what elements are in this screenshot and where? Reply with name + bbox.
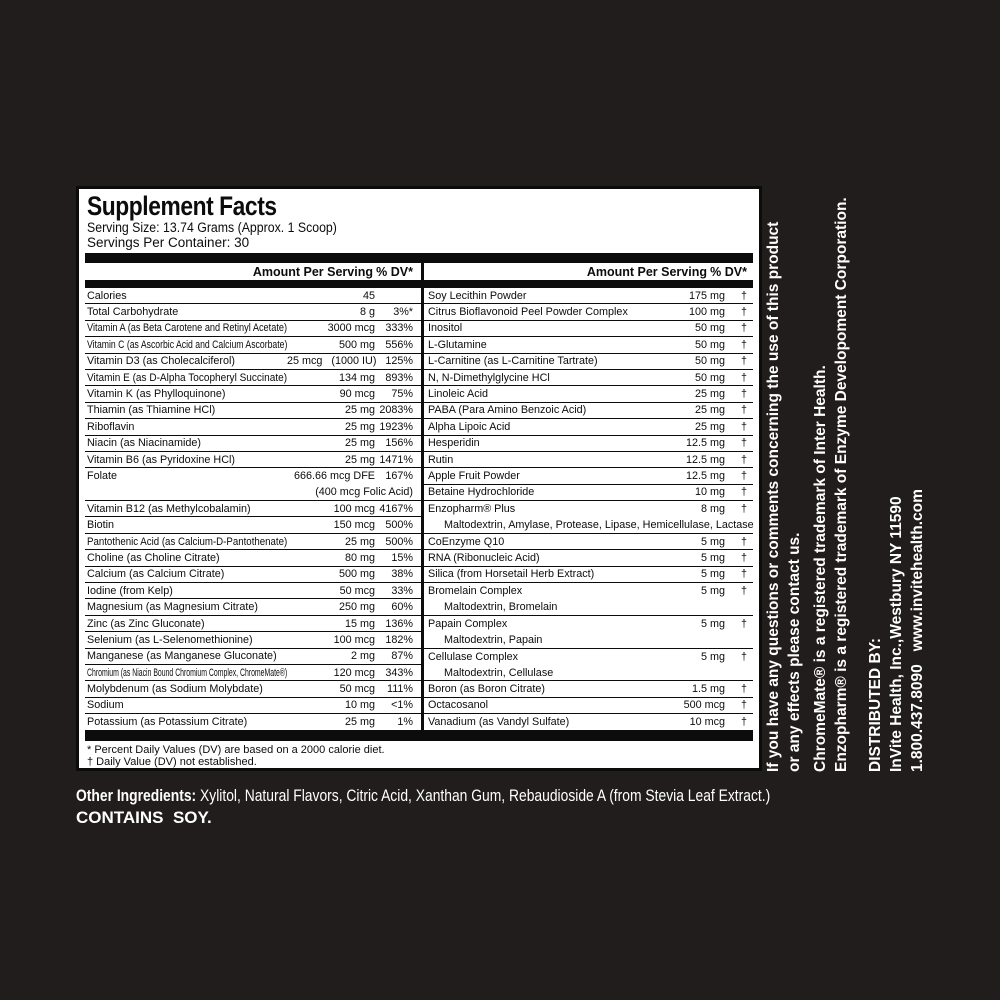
dv-header: % DV* [376, 264, 413, 279]
amount-cell: 12.5 mg [685, 453, 725, 466]
amount-cell: 100 mcg [333, 502, 375, 515]
daily-value-cell: 4167% [379, 502, 413, 515]
ingredient-name-text: Vitamin A (as Beta Carotene and Retinyl Acetate) [87, 322, 287, 335]
ingredient-name [428, 716, 635, 728]
ingredient-name [428, 470, 635, 482]
ingredient-name [428, 372, 635, 384]
amount-cell: 2 mg [350, 650, 375, 663]
table-row [85, 321, 421, 337]
amount-cell: 12.5 mg [685, 437, 725, 450]
table-row [424, 288, 753, 304]
table-row [85, 599, 421, 615]
amount-cell: 25 mg [344, 453, 375, 466]
amount-cell: 500 mcg [683, 699, 725, 712]
amount-cell: 25 mg [694, 404, 725, 417]
ingredient-name [87, 290, 287, 302]
ingredient-name [428, 618, 635, 630]
table-row [85, 567, 421, 583]
table-row [85, 665, 421, 681]
ingredient-name-text: Vitamin C (as Ascorbic Acid and Calcium Ascorbate) [87, 338, 287, 351]
ingredient-name [428, 421, 635, 433]
header-rule-bar [85, 253, 753, 263]
amount-cell: 134 mg [338, 371, 375, 384]
ingredient-name [87, 503, 287, 515]
other-ingredients-line [76, 786, 770, 806]
daily-value-cell: 556% [385, 338, 413, 351]
ingredient-name [87, 437, 287, 449]
ingredient-name [87, 306, 287, 318]
table-row [424, 419, 753, 435]
daily-value-cell: 3%* [393, 306, 413, 319]
dagger-cell: † [740, 355, 747, 368]
right-column [424, 263, 753, 731]
table-row [85, 468, 421, 501]
table-row [424, 337, 753, 353]
side-note-distributed-address: InVite Health, Inc.,Westbury NY 11590 [888, 496, 905, 772]
ingredient-name-text: Vitamin E (as D-Alpha Tocopheryl Succinate) [87, 371, 287, 384]
dagger-cell: † [740, 535, 747, 548]
ingredient-name-text: L-Glutamine [428, 338, 487, 351]
dagger-cell: † [740, 453, 747, 466]
ingredient-name-text: Inositol [428, 322, 463, 335]
dagger-cell: † [740, 618, 747, 630]
serving-size: Serving Size: 13.74 Grams (Approx. 1 Scoop) [87, 220, 337, 235]
table-row [424, 616, 753, 632]
ingredient-name-text: Calories [87, 289, 127, 302]
table-row [85, 354, 421, 370]
amount-cell: 500 mg [338, 338, 375, 351]
ingredient-name-text: Vitamin K (as Phylloquinone) [87, 388, 226, 401]
daily-value-cell: 33% [391, 584, 413, 597]
amount-cell: 5 mg [700, 585, 725, 598]
ingredient-name-text: Vanadium (as Vandyl Sulfate) [428, 715, 570, 728]
ingredient-name [428, 568, 635, 580]
daily-value-cell: 333% [385, 322, 413, 335]
sub-ingredients-row [424, 632, 753, 648]
daily-value-cell: 60% [391, 601, 413, 614]
ingredient-name [87, 568, 287, 580]
right-column-header [424, 263, 753, 280]
daily-value-cell: 182% [385, 633, 413, 646]
amount-cell: 25 mg [344, 437, 375, 450]
ingredient-name [87, 601, 287, 613]
sub-ingredients-text: Maltodextrin, Cellulase [444, 666, 554, 679]
table-row [424, 386, 753, 402]
ingredient-name-text: Sodium [87, 699, 124, 712]
ingredient-name-text: Silica (from Horsetail Herb Extract) [428, 568, 595, 581]
dagger-cell: † [740, 404, 747, 417]
amount-subline: (400 mcg Folic Acid) [315, 486, 413, 499]
ingredient-name [428, 699, 635, 711]
ingredient-name-text: Magnesium (as Magnesium Citrate) [87, 601, 259, 614]
ingredient-name [428, 552, 635, 564]
ingredient-name-text: Soy Lecithin Powder [428, 289, 527, 302]
ingredient-name [87, 519, 287, 531]
ingredient-name-text: Bromelain Complex [428, 585, 523, 598]
table-row [424, 354, 753, 370]
ingredient-name [428, 306, 635, 318]
daily-value-cell: 167% [385, 470, 413, 483]
dagger-cell: † [740, 306, 747, 319]
amount-cell: 25 mg [694, 420, 725, 433]
table-row [424, 681, 753, 697]
table-row [85, 386, 421, 402]
ingredient-name [428, 486, 635, 498]
sub-ingredients-text: Maltodextrin, Papain [444, 633, 543, 646]
other-ingredients-text: Xylitol, Natural Flavors, Citric Acid, Xanthan Gum, Rebaudioside A (from Stevia Leaf Extract.) [196, 786, 771, 805]
amount-cell: 5 mg [700, 568, 725, 581]
ingredient-name-text: Hesperidin [428, 437, 480, 450]
table-row [424, 436, 753, 452]
ingredient-name [87, 322, 287, 334]
ingredient-name [87, 404, 287, 416]
ingredient-name-text: CoEnzyme Q10 [428, 535, 505, 548]
table-row [424, 304, 753, 320]
ingredient-name [87, 699, 287, 711]
daily-value-cell: 893% [385, 371, 413, 384]
daily-value-cell: <1% [391, 699, 413, 712]
ingredient-name-text: Papain Complex [428, 618, 508, 630]
ingredient-name-text: RNA (Ribonucleic Acid) [428, 551, 540, 564]
ingredient-name-text: Enzopharm® Plus [428, 503, 516, 516]
ingredient-name-text: Vitamin B12 (as Methylcobalamin) [87, 502, 251, 515]
table-row [85, 501, 421, 517]
amount-cell: 1.5 mg [691, 683, 725, 696]
table-row [85, 698, 421, 714]
table-row [85, 288, 421, 304]
amount-cell: 10 mg [344, 699, 375, 712]
amount-cell: 100 mcg [333, 633, 375, 646]
ingredient-name-text: Manganese (as Manganese Gluconate) [87, 650, 277, 663]
amount-cell: 8 mg [700, 503, 725, 516]
ingredient-name-text: Rutin [428, 453, 454, 466]
ingredient-name-text: Apple Fruit Powder [428, 469, 520, 482]
ingredient-name [428, 404, 635, 416]
ingredient-name-text: Pantothenic Acid (as Calcium-D-Pantothenate) [87, 535, 287, 548]
table-row [85, 681, 421, 697]
facts-columns [85, 263, 753, 731]
ingredient-name-text: Potassium (as Potassium Citrate) [87, 715, 248, 728]
ingredient-name-text: Biotin [87, 519, 115, 532]
dagger-cell: † [740, 585, 747, 598]
ingredient-name-text: Betaine Hydrochloride [428, 486, 535, 499]
table-row [424, 698, 753, 714]
sub-ingredients-text: Maltodextrin, Bromelain [444, 601, 558, 614]
ingredient-name-text: Selenium (as L-Selenomethionine) [87, 633, 253, 646]
dagger-cell: † [740, 715, 747, 728]
ingredient-name [87, 470, 287, 482]
ingredient-name [87, 585, 287, 597]
ingredient-name [87, 536, 287, 548]
daily-value-cell: 87% [391, 650, 413, 663]
table-row [85, 370, 421, 386]
left-column-header [85, 263, 421, 280]
amount-cell: 50 mg [694, 371, 725, 384]
amount-cell: 50 mg [694, 322, 725, 335]
amount-cell: 50 mg [694, 338, 725, 351]
amount-cell: 250 mg [338, 601, 375, 614]
other-ingredients-label: Other Ingredients: [76, 786, 197, 805]
ingredient-name [428, 683, 635, 695]
dagger-cell: † [740, 503, 747, 516]
daily-value-cell: 111% [386, 683, 413, 696]
amount-per-serving-header: Amount Per Serving [586, 264, 707, 279]
table-row [424, 583, 753, 599]
ingredient-name-text: N, N-Dimethylglycine HCl [428, 371, 550, 384]
ingredient-name [87, 339, 287, 351]
amount-cell: 80 mg [344, 551, 375, 564]
side-note-distributed-label: DISTRIBUTED BY: [867, 637, 884, 772]
amount-cell: 5 mg [700, 650, 725, 663]
ingredient-name-text: L-Carnitine (as L-Carnitine Tartrate) [428, 355, 598, 368]
amount-cell: 100 mg [688, 306, 725, 319]
amount-cell: 5 mg [700, 535, 725, 548]
daily-value-cell: 1% [397, 715, 413, 728]
left-column [85, 263, 421, 731]
ingredient-name-text: Vitamin B6 (as Pyridoxine HCl) [87, 453, 236, 466]
ingredient-name-text: Niacin (as Niacinamide) [87, 437, 202, 450]
table-row [424, 501, 753, 517]
daily-value-cell: 1923% [379, 420, 413, 433]
facts-title: Supplement Facts [87, 191, 277, 221]
amount-cell: 45 [362, 289, 375, 302]
right-rows [424, 288, 753, 731]
amount-cell: 25 mg [694, 388, 725, 401]
table-row [85, 616, 421, 632]
ingredient-name-text: Zinc (as Zinc Gluconate) [87, 617, 205, 630]
amount-cell: 50 mcg [339, 584, 375, 597]
ingredient-name-text: Molybdenum (as Sodium Molybdate) [87, 683, 263, 696]
footnotes [85, 741, 753, 768]
ingredient-name [87, 355, 287, 367]
footnote-dagger: † Daily Value (DV) not established. [87, 755, 257, 768]
amount-cell: 90 mcg [339, 388, 375, 401]
table-row [85, 337, 421, 353]
daily-value-cell: 500% [385, 535, 413, 548]
servings-per-container: Servings Per Container: 30 [87, 235, 250, 250]
ingredient-name [428, 585, 635, 597]
sub-ingredients-row [424, 599, 753, 615]
daily-value-cell: 125% [385, 355, 413, 368]
ingredient-name [87, 650, 287, 662]
table-row [424, 649, 753, 665]
amount-cell: 666.66 mcg DFE [293, 470, 375, 483]
side-note-trademark-line2: Enzopharm® is a registered trademark of Enzyme Developoment Corporation. [833, 197, 850, 772]
amount-cell: 25 mg [344, 715, 375, 728]
daily-value-cell: 136% [385, 617, 413, 630]
ingredient-name [87, 454, 287, 466]
dagger-cell: † [740, 289, 747, 302]
ingredient-name [428, 454, 635, 466]
daily-value-cell: 500% [385, 519, 413, 532]
dagger-cell: † [740, 388, 747, 401]
ingredient-name [87, 667, 287, 679]
dagger-cell: † [740, 322, 747, 335]
ingredient-name-text: Calcium (as Calcium Citrate) [87, 568, 225, 581]
daily-value-cell: 156% [385, 437, 413, 450]
table-row [85, 403, 421, 419]
ingredient-name-text: Octacosanol [428, 699, 489, 712]
ingredient-name-text: Chromium (as Niacin Bound Chromium Complex, ChromeMate®) [87, 666, 287, 679]
dagger-cell: † [740, 568, 747, 581]
dagger-cell: † [740, 469, 747, 482]
dagger-cell: † [740, 486, 747, 499]
daily-value-cell: 15% [391, 551, 413, 564]
amount-cell: 3000 mcg [327, 322, 375, 335]
ingredient-name-text: Linoleic Acid [428, 388, 489, 401]
amount-cell: 25 mg [344, 420, 375, 433]
side-note-distributed-contact: 1.800.437.8090 www.invitehealth.com [909, 489, 926, 772]
ingredient-name-text: Thiamin (as Thiamine HCl) [87, 404, 216, 417]
ingredient-name [87, 683, 287, 695]
sub-ingredients-row [424, 517, 753, 533]
column-rule-bar [424, 280, 753, 288]
amount-cell: 5 mg [700, 618, 725, 630]
ingredient-name [87, 421, 287, 433]
ingredient-name [428, 388, 635, 400]
ingredient-name-text: Total Carbohydrate [87, 306, 179, 319]
ingredient-name-text: Vitamin D3 (as Cholecalciferol) [87, 355, 236, 368]
left-rows [85, 288, 421, 731]
table-row [85, 534, 421, 550]
amount-cell: 10 mcg [689, 715, 725, 728]
ingredient-name-text: Choline (as Choline Citrate) [87, 551, 220, 564]
amount-cell: 10 mg [694, 486, 725, 499]
amount-cell: 50 mcg [339, 683, 375, 696]
amount-cell: 25 mg [344, 404, 375, 417]
amount-cell: 150 mcg [333, 519, 375, 532]
ingredient-name [428, 437, 635, 449]
amount-cell: 5 mg [700, 551, 725, 564]
ingredient-name [87, 618, 287, 630]
table-row [424, 370, 753, 386]
dagger-cell: † [740, 420, 747, 433]
table-row [424, 714, 753, 730]
dagger-cell: † [740, 650, 747, 663]
ingredient-name-text: Citrus Bioflavonoid Peel Powder Complex [428, 306, 628, 319]
table-row [85, 517, 421, 533]
ingredient-name-text: Boron (as Boron Citrate) [428, 683, 546, 696]
ingredient-name-text: Folate [87, 470, 118, 483]
ingredient-name [428, 290, 635, 302]
dagger-cell: † [740, 338, 747, 351]
ingredient-name [428, 503, 635, 515]
ingredient-name [87, 634, 287, 646]
amount-cell: 120 mcg [333, 666, 375, 679]
table-row [85, 436, 421, 452]
dagger-cell: † [740, 699, 747, 712]
amount-cell: 8 g [359, 306, 375, 319]
dagger-cell: † [740, 683, 747, 696]
column-rule-bar [85, 280, 421, 288]
ingredient-name-text: Iodine (from Kelp) [87, 584, 173, 597]
ingredient-name [428, 322, 635, 334]
table-row [424, 550, 753, 566]
contains-soy-line: CONTAINS SOY. [76, 808, 212, 827]
amount-cell: 25 mg [344, 535, 375, 548]
ingredient-name [87, 388, 287, 400]
table-row [85, 452, 421, 468]
ingredient-name-text: PABA (Para Amino Benzoic Acid) [428, 404, 587, 417]
ingredient-name [428, 536, 635, 548]
supplement-facts-panel [76, 186, 762, 771]
table-row [85, 304, 421, 320]
side-note-trademark-line1: ChromeMate® is a registered trademark of Inter Health. [812, 365, 829, 772]
amount-cell: 50 mg [694, 355, 725, 368]
sub-ingredients-row [424, 665, 753, 681]
ingredient-name [87, 716, 287, 728]
ingredient-name [428, 651, 635, 663]
table-row [85, 550, 421, 566]
amount-cell: 500 mg [338, 568, 375, 581]
ingredient-name [87, 372, 287, 384]
table-row [85, 714, 421, 730]
daily-value-cell: 38% [391, 568, 413, 581]
ingredient-name-text: Cellulase Complex [428, 650, 519, 663]
side-note-contact-line1: If you have any questions or comments concerning the use of this product [765, 221, 782, 772]
dagger-cell: † [740, 371, 747, 384]
side-note-contact-line2: or any effects please contact us. [786, 532, 803, 772]
amount-cell: 15 mg [344, 617, 375, 630]
table-row [424, 321, 753, 337]
table-row [424, 534, 753, 550]
daily-value-cell: 1471% [379, 453, 413, 466]
daily-value-cell: 2083% [379, 404, 413, 417]
table-row [85, 419, 421, 435]
ingredient-name [87, 552, 287, 564]
table-row [424, 468, 753, 484]
footer-rule-bar [85, 731, 753, 741]
daily-value-cell: 75% [391, 388, 413, 401]
dv-header: % DV* [710, 264, 747, 279]
table-row [85, 632, 421, 648]
sub-ingredients-text: Maltodextrin, Amylase, Protease, Lipase, Hemicellulase, Lactase [444, 519, 754, 532]
daily-value-cell: 343% [385, 666, 413, 679]
table-row [85, 583, 421, 599]
ingredient-name [428, 355, 635, 367]
amount-cell: 25 mcg (1000 IU) [287, 355, 377, 368]
footnote-daily-values: * Percent Daily Values (DV) are based on a 2000 calorie diet. [87, 743, 385, 756]
table-row [424, 567, 753, 583]
row-line1 [87, 468, 413, 484]
table-row [424, 485, 753, 501]
ingredient-name [428, 339, 635, 351]
ingredient-name-text: Alpha Lipoic Acid [428, 420, 511, 433]
amount-cell: 175 mg [688, 289, 725, 302]
ingredient-name-text: Riboflavin [87, 420, 135, 433]
table-row [424, 452, 753, 468]
dagger-cell: † [740, 437, 747, 450]
table-row [85, 649, 421, 665]
table-row [424, 403, 753, 419]
amount-cell: 12.5 mg [685, 469, 725, 482]
dagger-cell: † [740, 551, 747, 564]
amount-per-serving-header: Amount Per Serving [252, 264, 373, 279]
